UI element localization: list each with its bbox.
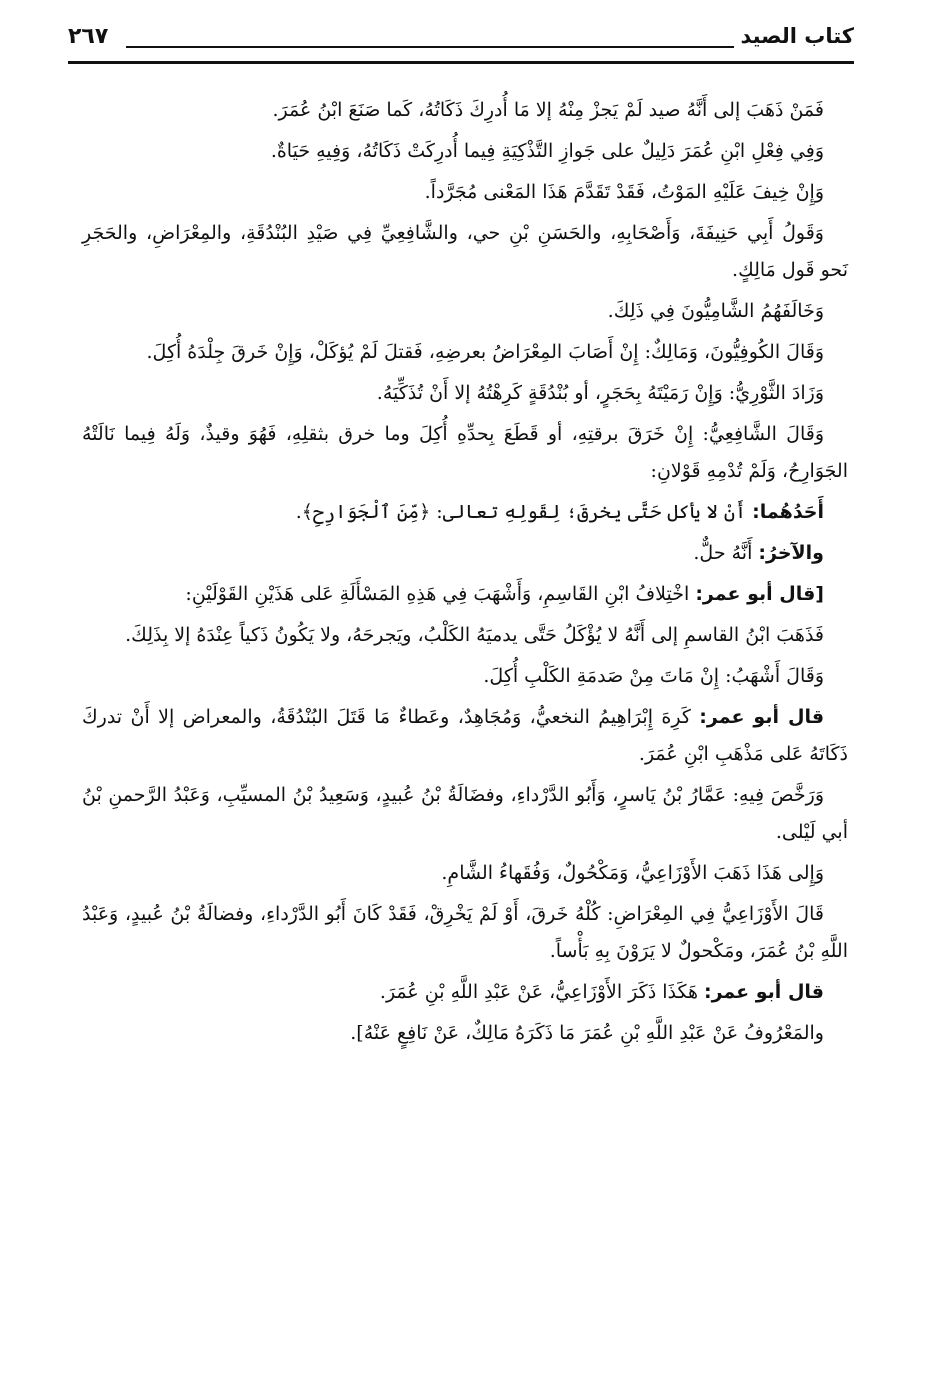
paragraph-lead: أَحَدُهُما: xyxy=(752,501,824,523)
paragraph-text: وَقَولُ أَبِي حَنِيفَةَ، وَأَصْحَابِهِ، والحَسَنِ بْنِ حي، والشَّافِعِيِّ فِي صَيْدِ البُنْدُقَةِ، والمِعْرَاضِ، والحَجَرِ نَحو قَول مَالِكٍ. xyxy=(82,222,848,281)
paragraph xyxy=(82,896,848,970)
paragraph-text: قَالَ الأَوْزَاعِيُّ فِي المِعْرَاضِ: كُلْهُ خَرقَ، أَوْ لَمْ يَخْرِقْ، فَقَدْ كَانَ أَبُو الدَّرْداءِ، وفضالَةُ بْنُ عُبيدٍ، وَعَبْدُ اللَّهِ بْنُ عُمَرَ، ومَكْحولٌ لا يَرَوْنَ بِهِ بَأْساً. xyxy=(82,903,848,962)
paragraph xyxy=(82,334,848,371)
paragraph-text: والمَعْرُوفُ عَنْ عَبْدِ اللَّهِ بْنِ عُمَرَ مَا ذَكَرَهُ مَالِكٌ، عَنْ نَافِعٍ عَنْهُ]. xyxy=(350,1022,824,1044)
chapter-title: كتاب الصيد xyxy=(740,24,854,48)
header-rule xyxy=(126,46,734,48)
paragraph-text: فَذَهَبَ ابْنُ القاسمِ إلى أَنَّهُ لا يُؤْكَلُ حَتَّى يدميَهُ الكَلْبُ، ويَجرحَهُ، ولا يَكُونُ ذَكياً عِنْدَهُ إلا بِذَلِكَ. xyxy=(125,624,824,646)
paragraph-text: فَمَنْ ذَهَبَ إلى أَنَّهُ صيد لَمْ يَجزْ مِنْهُ إلا مَا أُدرِكَ ذَكَاتُهُ، كَما صَنَعَ ابْنُ عُمَرَ. xyxy=(272,99,824,121)
paragraph-text: وَقَالَ الشَّافِعِيُّ: إِنْ خَرَقَ برقتِهِ، أو قَطَعَ بِحدِّهِ أُكِلَ وما خرق بثقلِهِ، فَهُوَ وقيذٌ، وَلَهُ فِيما نَالَتْهُ الجَوَارِحُ، وَلَمْ تُدْمِهِ قَوْلانِ: xyxy=(82,423,848,482)
paragraph-text: هَكَذَا ذَكَرَ الأَوْزَاعِيُّ، عَنْ عَبْدِ اللَّهِ بْنِ عُمَرَ. xyxy=(379,981,705,1003)
paragraph xyxy=(82,576,848,613)
paragraph-text: وَقَالَ أَشْهَبُ: إِنْ مَاتَ مِنْ صَدمَةِ الكَلْبِ أُكِلَ. xyxy=(483,665,824,687)
paragraph xyxy=(82,658,848,695)
page-header xyxy=(68,24,854,64)
paragraph xyxy=(82,133,848,170)
paragraph xyxy=(82,494,848,531)
paragraph-text: وَخَالَفَهُمُ الشَّامِيُّونَ فِي ذَلِكَ. xyxy=(607,300,824,322)
page-body xyxy=(82,92,848,1056)
paragraph-text: أَنْ لا يأكل حَتَّى يخرقَ؛ لِقَولِهِ تعالى: ﴿مِّنَ ٱلْجَوَارِحِ﴾. xyxy=(295,501,753,523)
paragraph xyxy=(82,855,848,892)
paragraph xyxy=(82,777,848,851)
paragraph-text: وَقَالَ الكُوفِيُّونَ، وَمَالِكٌ: إِنْ أَصَابَ المِعْرَاضُ بعرضِهِ، فَقتلَ لَمْ يُؤكَلْ، وَإِنْ خَرقَ جِلْدَهُ أُكِلَ. xyxy=(146,341,824,363)
paragraph-text: وَزَادَ الثَّوْرِيُّ: وَإِنْ رَمَيْتَهُ بِحَجَرٍ، أو بُنْدُقَةٍ كَرِهْتُهُ إلا أَنْ تُذَكِّيَهُ. xyxy=(376,382,824,404)
paragraph-text: كَرِهَ إِبْرَاهِيمُ النخعيُّ، وَمُجَاهِدٌ، وعَطاءٌ مَا قَتَلَ البُنْدُقَةُ، والمعراض إلا أَنْ تدركَ ذَكَاتَهُ عَلى مَذْهَبِ ابْنِ عُمَرَ. xyxy=(82,706,848,765)
paragraph-lead: والآخرُ: xyxy=(758,542,824,564)
paragraph-text: وَرَخَّصَ فِيهِ: عَمَّارُ بْنُ يَاسرٍ، وَأَبُو الدَّرْداءِ، وفضَالَةُ بْنُ عُبيدٍ، وَسَعِيدُ بْنُ المسيِّبِ، وَعَبْدُ الرَّحمنِ بْنُ أبي لَيْلى. xyxy=(82,784,848,843)
paragraph-text: وَإِلى هَذَا ذَهَبَ الأَوْزَاعِيُّ، وَمَكْحُولٌ، وَفُقَهاءُ الشَّامِ. xyxy=(441,862,824,884)
page-number: ٢٦٧ xyxy=(68,24,109,49)
paragraph xyxy=(82,375,848,412)
paragraph-text: وَفِي فِعْلِ ابْنِ عُمَرَ دَلِيلٌ على جَوازِ التَّذْكِيَةِ فِيما أُدرِكَتْ ذَكَاتُهُ، وَفِيهِ حَيَاةٌ. xyxy=(270,140,824,162)
paragraph xyxy=(82,293,848,330)
paragraph xyxy=(82,215,848,289)
paragraph xyxy=(82,617,848,654)
paragraph xyxy=(82,699,848,773)
paragraph xyxy=(82,416,848,490)
paragraph xyxy=(82,1015,848,1052)
paragraph-text: وَإِنْ خِيفَ عَلَيْهِ المَوْتُ، فَقَدْ تَقَدَّمَ هَذَا المَعْنى مُجَرَّداً. xyxy=(424,181,824,203)
paragraph-lead: قال أبو عمر: xyxy=(699,706,825,728)
paragraph xyxy=(82,974,848,1011)
paragraph xyxy=(82,535,848,572)
paragraph xyxy=(82,92,848,129)
paragraph-text: اخْتِلافُ ابْنِ القَاسِمِ، وَأَشْهَبَ فِي هَذِهِ المَسْأَلَةِ عَلى هَذَيْنِ القَوْلَيْنِ: xyxy=(185,583,696,605)
paragraph xyxy=(82,174,848,211)
paragraph-text: أَنَّهُ حلٌّ. xyxy=(693,542,759,564)
header-divider xyxy=(68,61,854,64)
paragraph-lead: قال أبو عمر: xyxy=(704,981,824,1003)
paragraph-lead: [قال أبو عمر: xyxy=(695,583,824,605)
